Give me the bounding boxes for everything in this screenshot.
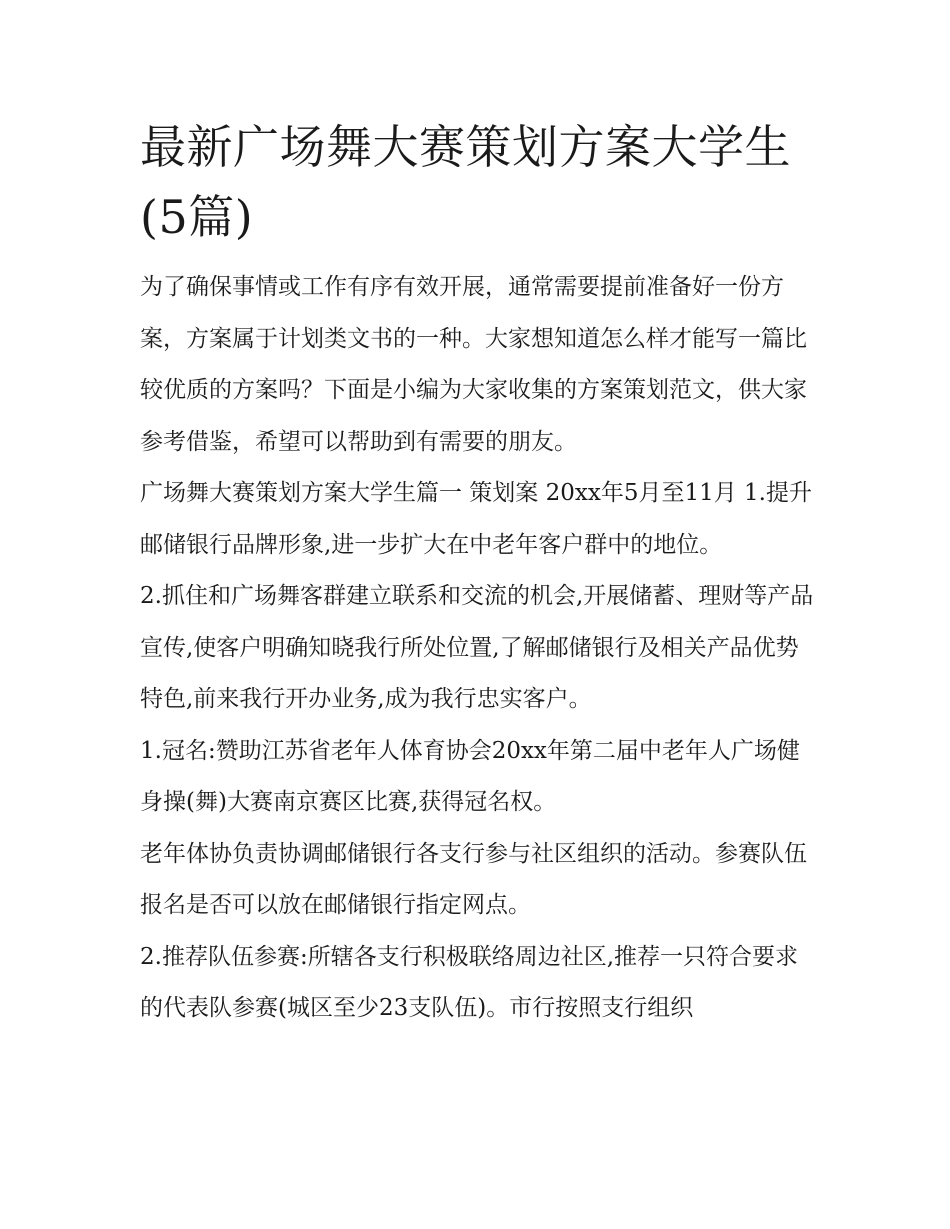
paragraph-sponsorship: 1.冠名:赞助江苏省老年人体育协会20xx年第二届中老年人广场健身操(舞)大赛南京赛区比赛,获得冠名权。 [140, 737, 800, 815]
paragraph-coordination: 老年体协负责协调邮储银行各支行参与社区组织的活动。参赛队伍报名是否可以放在邮储银行指定网点。 [140, 840, 807, 918]
paragraph-plan-goal-1: 广场舞大赛策划方案大学生篇一 策划案 20xx年5月至11月 1.提升邮储银行品牌形象,进一步扩大在中老年客户群中的地位。 [140, 480, 812, 558]
paragraph-intro: 为了确保事情或工作有序有效开展，通常需要提前准备好一份方案，方案属于计划类文书的一种。大家想知道怎么样才能写一篇比较优质的方案吗？下面是小编为大家收集的方案策划范文，供大家参考借鉴，希望可以帮助到有需要的朋友。 [140, 274, 807, 455]
paragraph-team-recommendation: 2.推荐队伍参赛:所辖各支行积极联络周边社区,推荐一只符合要求的代表队参赛(城区至少23支队伍)。市行按照支行组织 [140, 943, 799, 1021]
paragraph-plan-goal-2: 2.抓住和广场舞客群建立联系和交流的机会,开展储蓄、理财等产品宣传,使客户明确知晓我行所处位置,了解邮储银行及相关产品优势特色,前来我行开办业务,成为我行忠实客户。 [140, 583, 814, 712]
document-body [140, 112, 820, 1035]
document-title: 最新广场舞大赛策划方案大学生(5篇) [140, 120, 791, 244]
